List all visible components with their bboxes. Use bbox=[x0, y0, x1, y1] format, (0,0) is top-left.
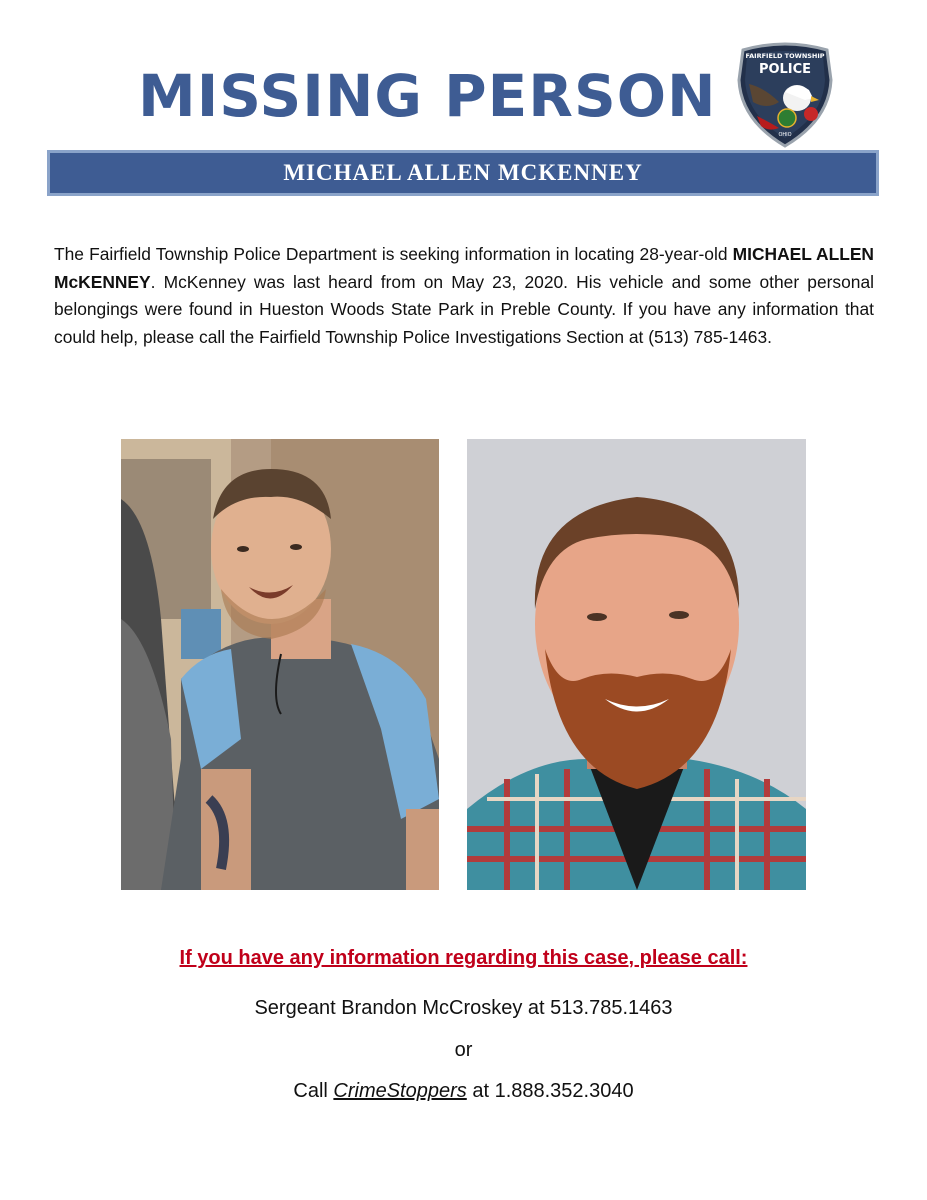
description-name: MICHAEL ALLEN McKENNEY bbox=[54, 244, 874, 292]
name-banner bbox=[47, 150, 879, 196]
contact-sergeant: Sergeant Brandon McCroskey at 513.785.1463 bbox=[254, 997, 673, 1019]
description-paragraph bbox=[54, 241, 874, 351]
contact-crimestoppers bbox=[0, 1077, 927, 1105]
photo-portrait bbox=[467, 439, 806, 890]
call-prefix: Call bbox=[293, 1080, 334, 1102]
call-suffix: at 1.888.352.3040 bbox=[466, 1080, 634, 1102]
contact-or: or bbox=[454, 1039, 473, 1061]
badge-text: FAIRFIELD TOWNSHIP bbox=[745, 52, 825, 60]
photo-casual bbox=[121, 439, 439, 890]
badge-state: OHIO bbox=[778, 132, 792, 138]
police-badge-logo bbox=[735, 40, 835, 150]
description-part-1: The Fairfield Township Police Department is seeking information in locating 28-year-old bbox=[54, 244, 733, 264]
badge-word: POLICE bbox=[758, 62, 812, 77]
person-name: MICHAEL ALLEN MCKENNEY bbox=[283, 160, 643, 185]
crimestoppers-link: CrimeStoppers bbox=[333, 1080, 467, 1102]
page-title: MISSING PERSON bbox=[138, 62, 717, 130]
call-heading: If you have any information regarding this case, please call: bbox=[179, 947, 748, 969]
description-part-2: . McKenney was last heard from on May 23, 2020. His vehicle and some other personal belongings were found in Hueston Woods State Park in Preble County. If you have any information that could help, please call the Fairfield Township Police Investigations Section at (513) 785-1463. bbox=[54, 271, 874, 347]
